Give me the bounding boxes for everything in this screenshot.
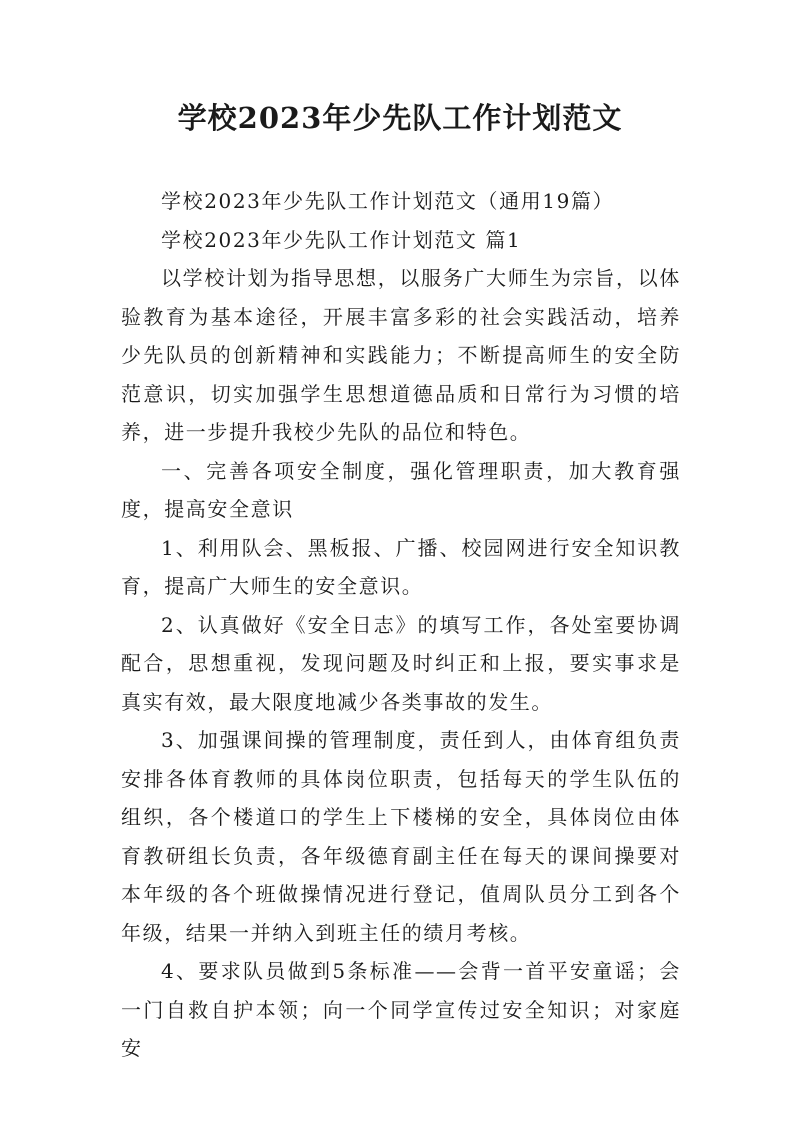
body-paragraph: 以学校计划为指导思想，以服务广大师生为宗旨，以体验教育为基本途径，开展丰富多彩的社会实践活动，培养少先队员的创新精神和实践能力；不断提高师生的安全防范意识，切实加强学生思想道德品质和日常行为习惯的培养，进一步提升我校少先队的品位和特色。	[121, 266, 681, 444]
document-body	[121, 182, 681, 1068]
body-paragraph: 4、要求队员做到5条标准——会背一首平安童谣；会一门自救自护本领；向一个同学宣传过安全知识；对家庭安	[121, 959, 681, 1060]
body-paragraph: 1、利用队会、黑板报、广播、校园网进行安全知识教育，提高广大师生的安全意识。	[121, 535, 681, 598]
subtitle-paragraph: 学校2023年少先队工作计划范文（通用19篇）	[161, 189, 615, 213]
body-paragraph: 2、认真做好《安全日志》的填写工作，各处室要协调配合，思想重视，发现问题及时纠正和上报，要实事求是真实有效，最大限度地减少各类事故的发生。	[121, 612, 681, 714]
body-paragraph: 一、完善各项安全制度，强化管理职责，加大教育强度，提高安全意识	[121, 458, 681, 521]
section-heading: 学校2023年少先队工作计划范文 篇1	[161, 227, 522, 252]
document-title: 学校2023年少先队工作计划范文	[177, 101, 623, 135]
body-paragraph: 3、加强课间操的管理制度，责任到人，由体育组负责安排各体育教师的具体岗位职责，包括每天的学生队伍的组织，各个楼道口的学生上下楼梯的安全，具体岗位由体育教研组长负责，各年级德育副主任在每天的课间操要对本年级的各个班做操情况进行登记，值周队员分工到各个年级，结果一并纳入到班主任的绩月考核。	[121, 728, 681, 945]
